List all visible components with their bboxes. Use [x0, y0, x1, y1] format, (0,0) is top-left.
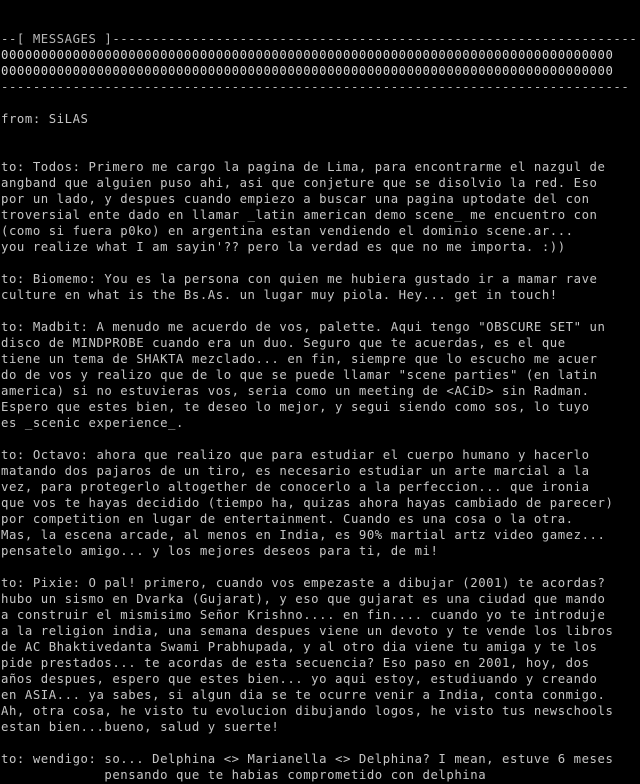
message-line: pensatelo amigo... y los mejores deseos para ti, de mi!: [1, 544, 439, 558]
message-line: to: Biomemo: You es la persona con quien me hubiera gustado ir a mamar rave: [1, 272, 598, 286]
message-line: angband que alguien puso ahi, asi que conjeture que se disolvio la red. Eso: [1, 176, 598, 190]
message-line: en ASIA... ya sabes, si algun dia se te ocurre venir a India, conta conmigo.: [1, 688, 606, 702]
message-line: años despues, espero que estes bien... yo aqui estoy, estudiuando y creando: [1, 672, 598, 686]
message-line: to: Octavo: ahora que realizo que para estudiar el cuerpo humano y hacerlo: [1, 448, 590, 462]
message-line: estan bien...bueno, salud y suerte!: [1, 720, 280, 734]
message-line: Mas, la escena arcade, al menos en India, es 90% martial artz video gamez...: [1, 528, 606, 542]
message-line: to: wendigo: so... Delphina <> Marianella <> Delphina? I mean, estuve 6 meses: [1, 752, 614, 766]
zero-fill-line-1: 00000000000000000000000000000000000000000000000000000000000000000000000000000: [1, 48, 614, 62]
message-line: culture en what is the Bs.As. un lugar muy piola. Hey... get in touch!: [1, 288, 558, 302]
zero-fill-line-2: 00000000000000000000000000000000000000000000000000000000000000000000000000000: [1, 64, 614, 78]
from-line: from: SiLAS: [1, 112, 89, 126]
message-line: que vos te hayas decidido (tiempo ha, quizas ahora hayas cambiado de parecer): [1, 496, 614, 510]
message-line: disco de MINDPROBE cuando era un duo. Seguro que te acuerdas, es el que: [1, 336, 566, 350]
message-line: (como si fuera p0ko) en argentina estan vendiendo el dominio scene.ar...: [1, 224, 574, 238]
message-line: hubo un sismo en Dvarka (Gujarat), y eso que gujarat es una ciudad que mando: [1, 592, 606, 606]
message-line: a construir el mismisimo Señor Krishno.... en fin.... cuando yo te introduje: [1, 608, 606, 622]
messages-title-rule: --[ MESSAGES ]------------------------------------------------------------------: [1, 32, 638, 46]
message-line: america) si no estuvieras vos, seria como un meeting de <ACiD> sin Radman.: [1, 384, 590, 398]
message-line: vez, para protegerlo altogether de conocerlo a la perfeccion... que ironia: [1, 480, 590, 494]
message-line: to: Todos: Primero me cargo la pagina de Lima, para encontrarme el nazgul de: [1, 160, 606, 174]
message-line: Ah, otra cosa, he visto tu evolucion dibujando logos, he visto tus newschools: [1, 704, 614, 718]
message-line: de AC Bhaktivedanta Swami Prabhupada, y al otro dia viene tu amiga y te los: [1, 640, 598, 654]
message-line: to: Pixie: O pal! primero, cuando vos empezaste a dibujar (2001) te acordas?: [1, 576, 606, 590]
message-line: por un lado, y despues cuando empiezo a buscar una pagina uptodate del con: [1, 192, 590, 206]
message-line: you realize what I am sayin'?? pero la verdad es que no me importa. :)): [1, 240, 566, 254]
message-line: es _scenic experience_.: [1, 416, 184, 430]
message-line: Espero que estes bien, te deseo lo mejor, y segui siendo como sos, lo tuyo: [1, 400, 590, 414]
messages-bottom-rule: -------------------------------------------------------------------------------: [1, 80, 630, 94]
message-line: do de vos y realizo que de lo que se puede llamar "scene parties" (en latin: [1, 368, 598, 382]
message-line: troversial ente dado en llamar _latin american demo scene_ me encuentro con: [1, 208, 598, 222]
message-line: a la religion india, una semana despues viene un devoto y te vende los libros: [1, 624, 614, 638]
message-line: pensando que te habias comprometido con delphina: [1, 768, 487, 782]
message-line: to: Madbit: A menudo me acuerdo de vos, palette. Aqui tengo "OBSCURE SET" un: [1, 320, 606, 334]
message-line: por competition en lugar de entertainment. Cuando es una cosa o la otra.: [1, 512, 574, 526]
message-line: matando dos pajaros de un tiro, es necesario estudiar un arte marcial a la: [1, 464, 590, 478]
message-line: tiene un tema de SHAKTA mezclado... en fin, siempre que lo escucho me acuer: [1, 352, 598, 366]
message-line: pide prestados... te acordas de esta secuencia? Eso paso en 2001, hoy, dos: [1, 656, 590, 670]
